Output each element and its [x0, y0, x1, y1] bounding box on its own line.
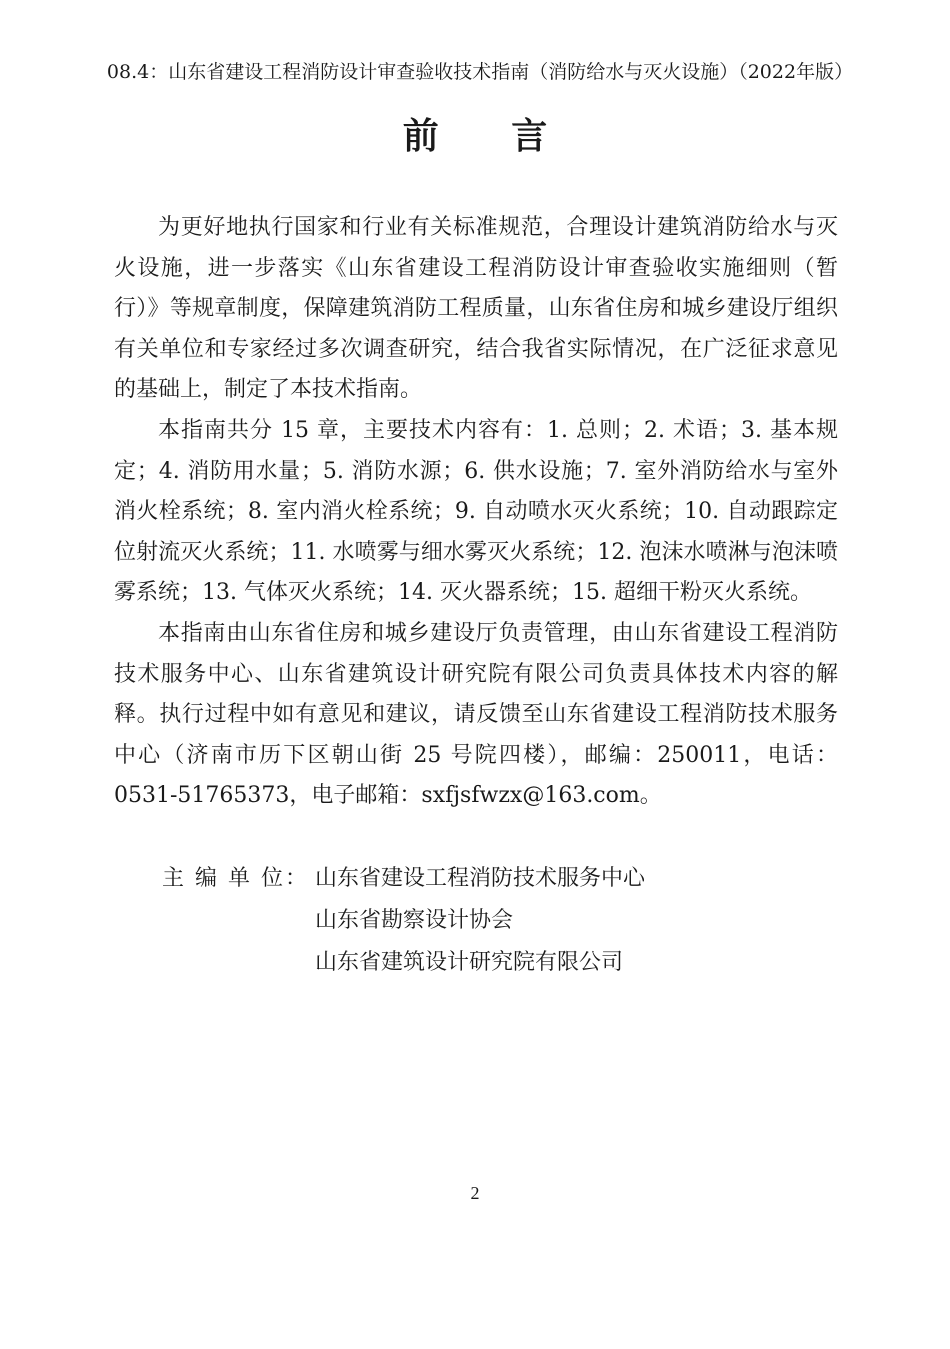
running-header: 08.4：山东省建设工程消防设计审查验收技术指南（消防给水与灭火设施）（2022年版） — [106, 61, 854, 83]
paragraph-contents: 本指南共分 15 章，主要技术内容有：1. 总则；2. 术语；3. 基本规定；4. 消防用水量；5. 消防水源；6. 供水设施；7. 室外消防给水与室外消火栓系统；8. 室内消火栓系统；9. 自动喷水灭火系统；10. 自动跟踪定位射流灭火系统；11. 水喷雾与细水雾灭火系统；12. 泡沫水喷淋与泡沫喷雾系统；13. 气体灭火系统；14. 灭火器系统；15. 超细干粉灭火系统。 — [114, 417, 838, 606]
editor-row — [162, 858, 645, 984]
editor-units — [315, 858, 645, 984]
paragraph-purpose: 为更好地执行国家和行业有关标准规范，合理设计建筑消防给水与灭火设施，进一步落实《山东省建设工程消防设计审查验收实施细则（暂行）》等规章制度，保障建筑消防工程质量，山东省住房和城乡建设厅组织有关单位和专家经过多次调查研究，结合我省实际情况，在广泛征求意见的基础上，制定了本技术指南。 — [114, 215, 838, 403]
body-text — [114, 208, 838, 817]
editor-unit: 山东省建设工程消防技术服务中心 — [315, 866, 646, 891]
editor-block — [162, 858, 645, 984]
editor-label: 主 编 单 位： — [162, 866, 309, 891]
page-number: 2 — [470, 1183, 480, 1203]
page-title: 前 言 — [402, 115, 548, 157]
editor-unit: 山东省建筑设计研究院有限公司 — [315, 950, 624, 975]
paragraph-management: 本指南由山东省住房和城乡建设厅负责管理，由山东省建设工程消防技术服务中心、山东省建筑设计研究院有限公司负责具体技术内容的解释。执行过程中如有意见和建议，请反馈至山东省建设工程消防技术服务中心（济南市历下区朝山街 25 号院四楼），邮编：250011，电话：0531-51765373，电子邮箱：sxfjsfwzx@163.com。 — [114, 620, 838, 809]
editor-unit: 山东省勘察设计协会 — [315, 908, 514, 933]
